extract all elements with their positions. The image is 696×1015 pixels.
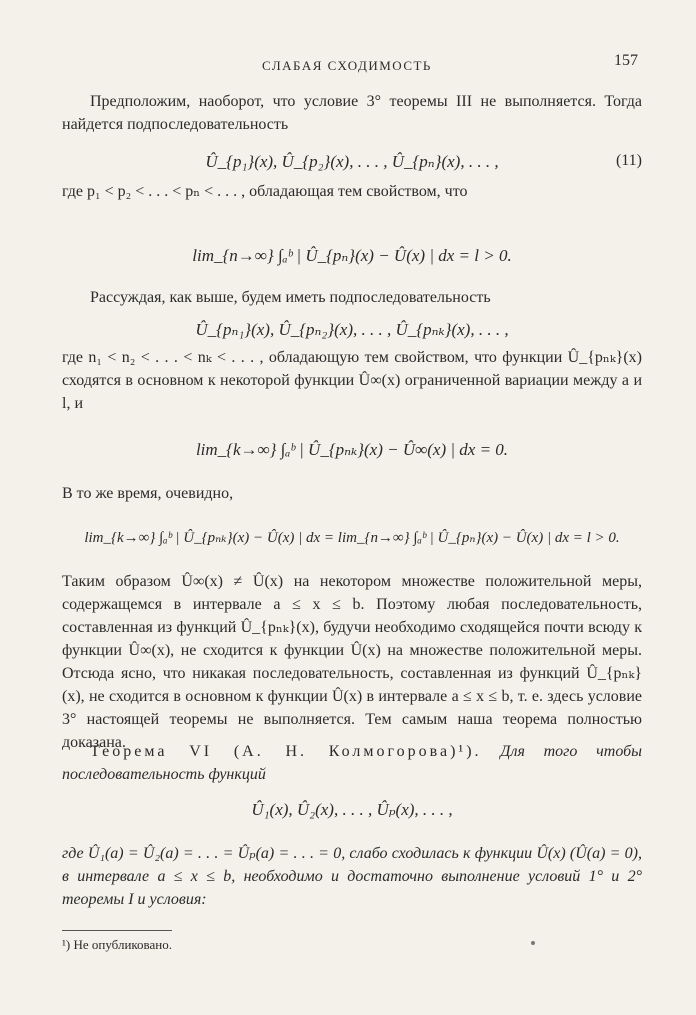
formula-limit-3: lim_{k→∞} ∫ₐᵇ | Û_{pₙₖ}(x) − Û(x) | dx = lim_{n→∞} ∫ₐᵇ | Û_{pₙ}(x) − Û(x) | dx = l > 0. (84, 530, 620, 546)
equation-number-11: (11) (615, 152, 642, 169)
formula-subsequence-nk: Û_{pₙ₁}(x), Û_{pₙ₂}(x), . . . , Û_{pₙₖ}(x), . . . , (195, 320, 509, 339)
paragraph-where-p: где p₁ < p₂ < . . . < pₙ < . . . , обладающая тем свойством, что (62, 183, 468, 200)
paragraph-conclusion: Таким образом Û∞(x) ≠ Û(x) на некотором множестве положительной меры, содержащемся в интервале a ≤ x ≤ b. Поэтому любая последовательность, составленная из функций Û_{pₙₖ}(x), будучи необходимо сходящейся почти всюду к функции Û∞(x), не сходится к функции Û(x) на множестве положительной меры. Отсюда ясно, что никакая последовательность, составленная из функций Û_{pₙₖ}(x), не сходится в основном к функции Û(x) в интервале a ≤ x ≤ b, т. е. здесь условие 3° настоящей теоремы не выполняется. Тем самым наша теорема полностью доказана. (62, 573, 642, 751)
paper-speck (531, 941, 535, 945)
paragraph-where-n: где n₁ < n₂ < . . . < nₖ < . . . , обладающую тем свойством, что функции Û_{pₙₖ}(x) сходятся в основном к некоторой функции Û∞(x) ограниченной вариации между a и l, и (62, 349, 642, 412)
theorem-statement: Для того чтобы последовательность функций (62, 743, 643, 783)
paragraph-reasoning: Рассуждая, как выше, будем иметь подпоследовательность (90, 289, 491, 306)
theorem-condition: где Û₁(a) = Û₂(a) = . . . = Ûₚ(a) = . . . = 0, слабо сходилась к функции Û(x) (Û(a) = 0), в интервале a ≤ x ≤ b, необходимо и достаточно выполнение условий 1° и 2° теоремы I и условия: (62, 845, 642, 908)
formula-function-sequence: Û₁(x), Û₂(x), . . . , Ûₚ(x), . . . , (251, 800, 453, 819)
formula-limit-2: lim_{k→∞} ∫ₐᵇ | Û_{pₙₖ}(x) − Û∞(x) | dx = 0. (195, 440, 509, 459)
paragraph-meanwhile: В то же время, очевидно, (62, 485, 234, 502)
page-number: 157 (614, 52, 638, 69)
page-header (0, 52, 696, 76)
theorem-heading: Теорема VI (А. Н. Колмогорова)¹). (90, 743, 482, 760)
formula-limit-1: lim_{n→∞} ∫ₐᵇ | Û_{pₙ}(x) − Û(x) | dx = l > 0. (192, 246, 512, 265)
paragraph-assumption: Предположим, наоборот, что условие 3° теоремы III не выполняется. Тогда найдется подпоследовательность (62, 93, 642, 133)
theorem-vi (62, 740, 642, 786)
footnote-rule (62, 930, 172, 931)
running-head: СЛАБАЯ СХОДИМОСТЬ (262, 58, 432, 73)
footnote: ¹) Не опубликовано. (62, 937, 173, 952)
formula-subsequence-11: Û_{p₁}(x), Û_{p₂}(x), . . . , Û_{pₙ}(x), . . . , (205, 152, 499, 171)
